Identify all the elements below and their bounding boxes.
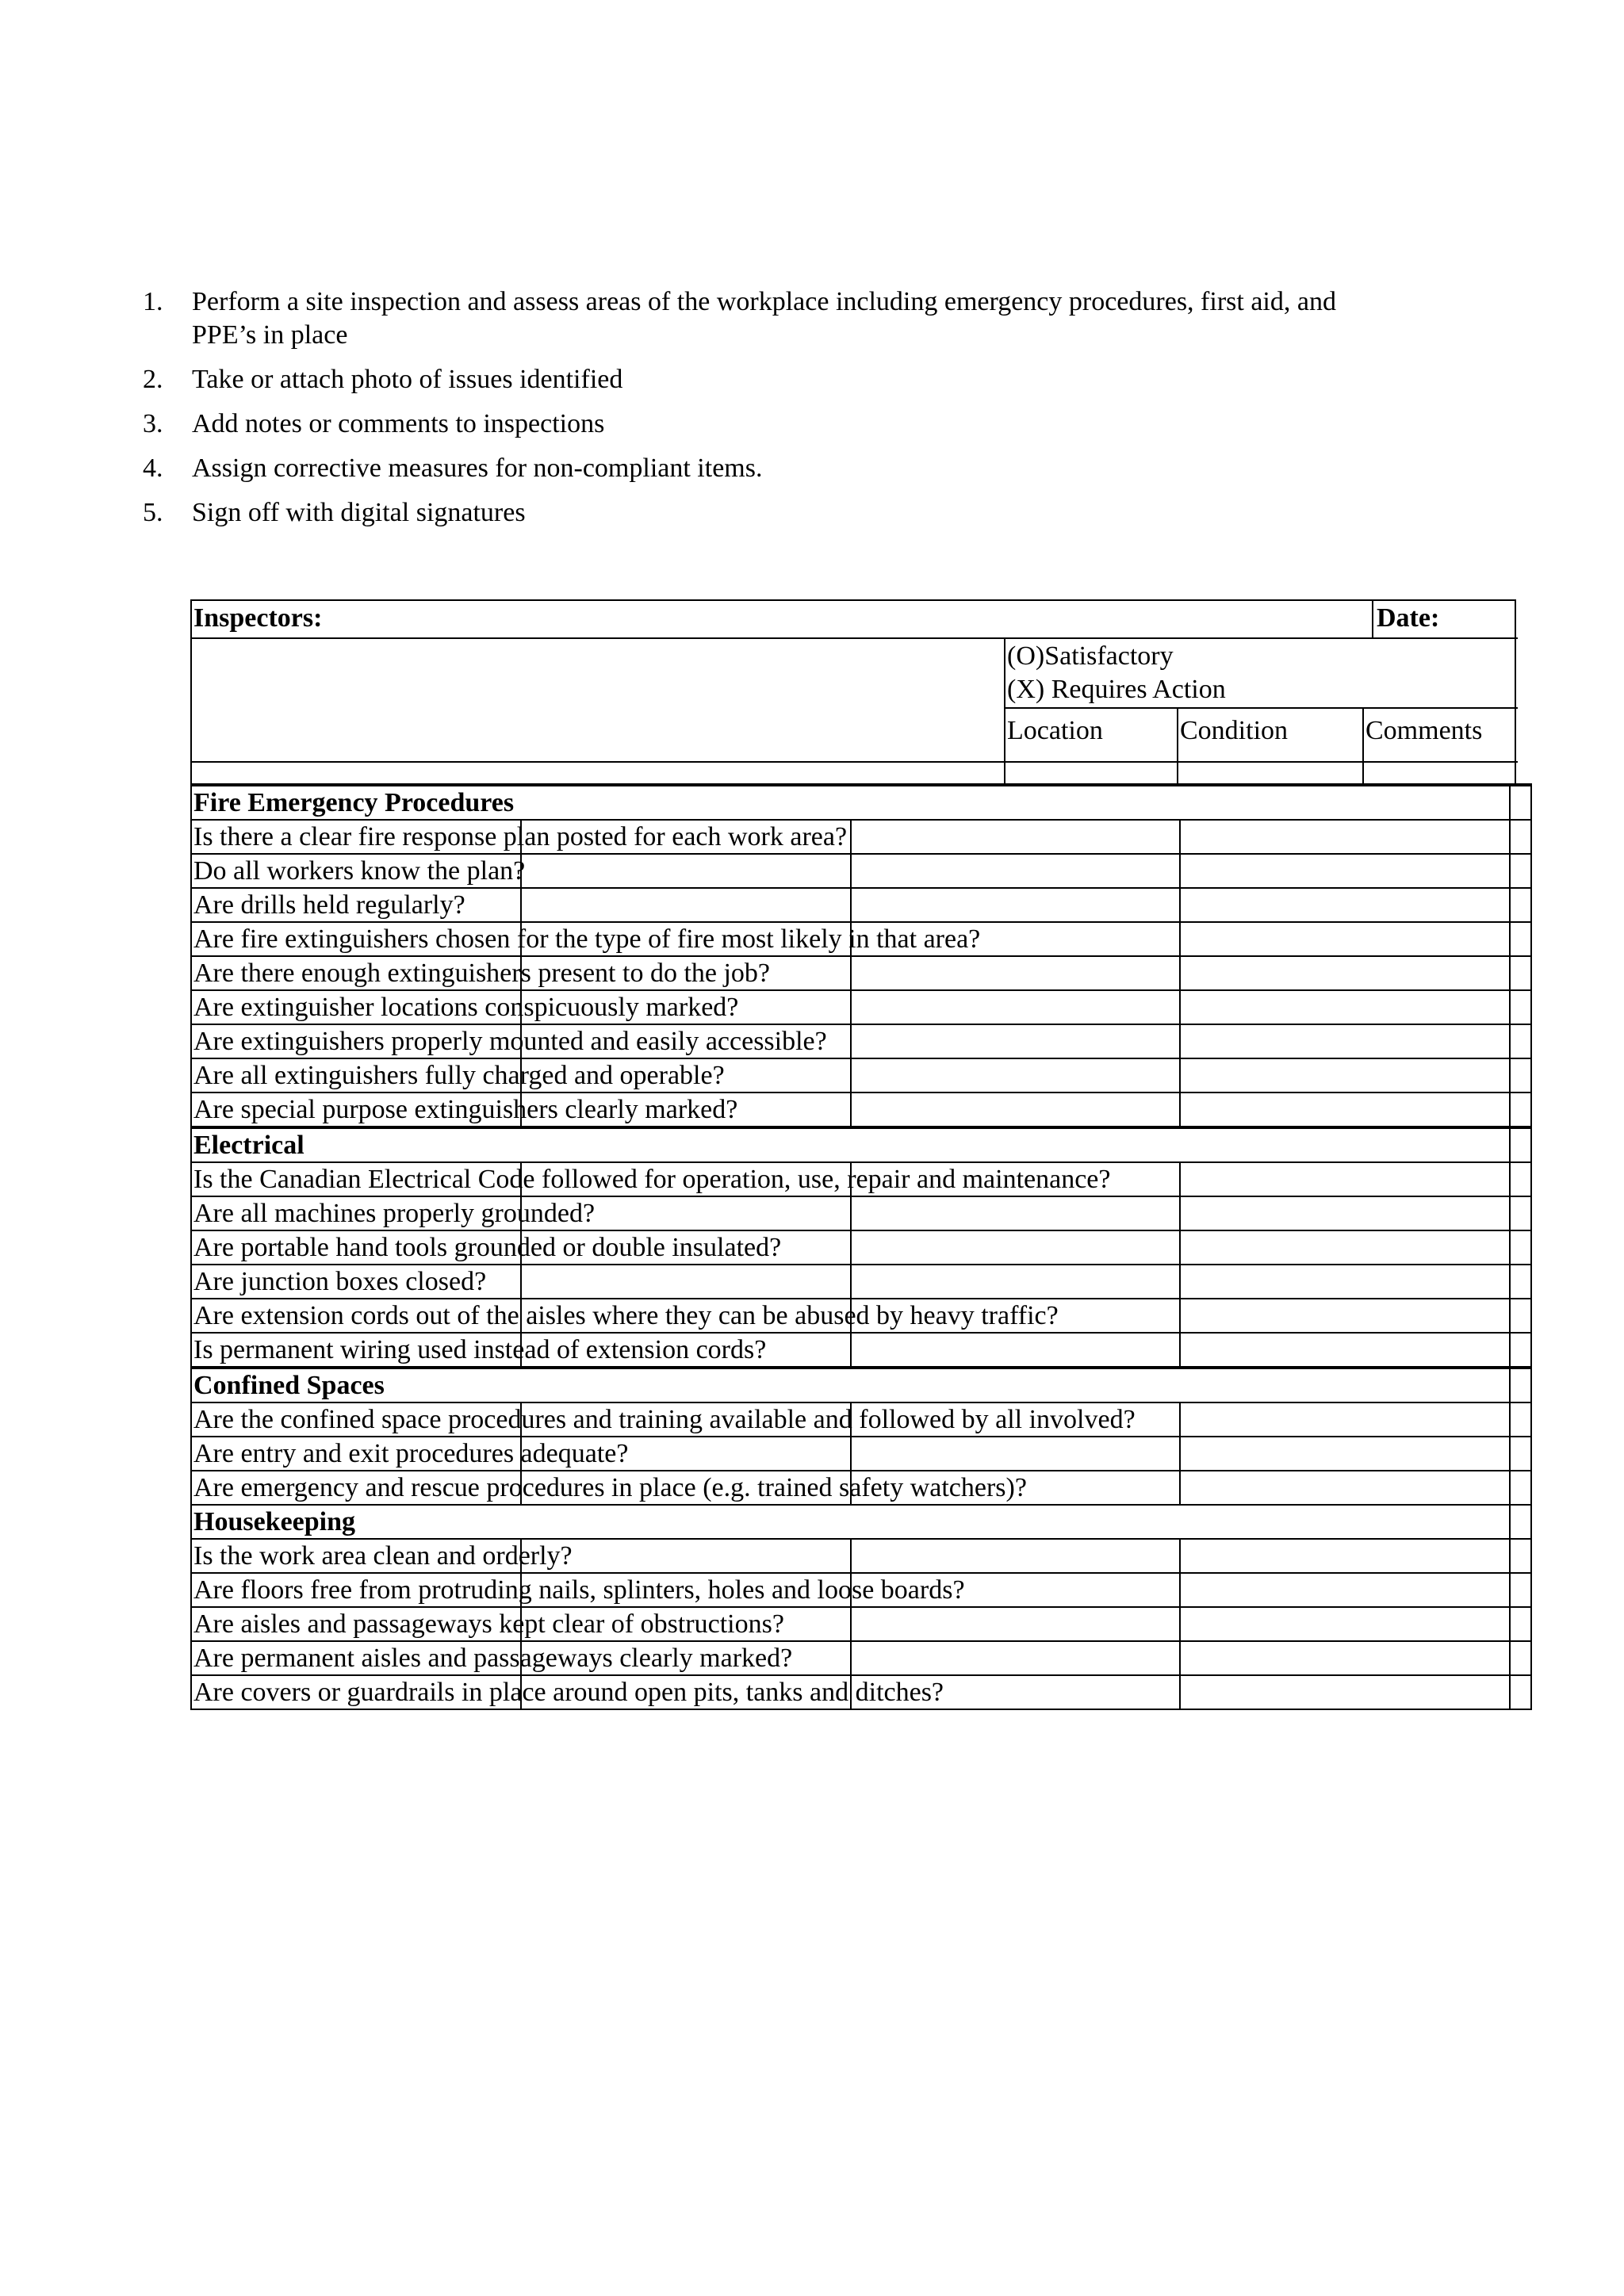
checklist-row [191, 1402, 1531, 1437]
instruction-number: 3. [143, 409, 163, 438]
empty-cell [1510, 1162, 1531, 1196]
comments-cell[interactable] [1180, 1437, 1510, 1471]
comments-cell[interactable] [1180, 1333, 1510, 1368]
condition-cell[interactable] [851, 1333, 1181, 1368]
comments-cell[interactable] [1180, 1299, 1510, 1333]
checklist-question: Is there a clear fire response plan posted for each work area? [191, 820, 521, 854]
instruction-number: 5. [143, 498, 163, 527]
instruction-text: Assign corrective measures for non-compliant items. [192, 453, 763, 483]
instruction-item [133, 363, 1481, 396]
column-header-condition: Condition [1180, 716, 1289, 745]
empty-cell [1510, 1093, 1531, 1127]
comments-cell[interactable] [1180, 1093, 1510, 1127]
condition-cell[interactable] [851, 1093, 1181, 1127]
comments-cell[interactable] [1180, 1675, 1510, 1709]
empty-cell [1510, 1437, 1531, 1471]
instruction-item [133, 285, 1481, 352]
condition-cell[interactable] [851, 1230, 1181, 1265]
checklist-question: Are extinguishers properly mounted and easily accessible? [191, 1024, 521, 1058]
instruction-text: Perform a site inspection and assess areas of the workplace including emergency procedures, first aid, and [192, 287, 1336, 316]
checklist-question: Are all extinguishers fully charged and operable? [191, 1058, 521, 1093]
checklist-row [191, 1265, 1531, 1299]
section-title: Confined Spaces [191, 1368, 1510, 1402]
empty-cell [1510, 820, 1531, 854]
column-header-comments: Comments [1365, 716, 1483, 745]
condition-cell[interactable] [851, 1539, 1181, 1573]
checklist-row [191, 854, 1531, 888]
comments-cell[interactable] [1180, 1641, 1510, 1675]
comments-cell[interactable] [1180, 1607, 1510, 1641]
comments-cell[interactable] [1180, 1196, 1510, 1230]
column-header-location: Location [1007, 716, 1103, 745]
checklist-question: Are all machines properly grounded? [191, 1196, 521, 1230]
checklist-row [191, 1641, 1531, 1675]
empty-cell [1510, 854, 1531, 888]
instruction-number: 4. [143, 453, 163, 483]
empty-cell [1510, 1471, 1531, 1505]
empty-cell [1510, 1607, 1531, 1641]
date-label: Date: [1377, 603, 1440, 633]
divider [192, 637, 1518, 639]
checklist-row [191, 1162, 1531, 1196]
checklist-row [191, 1607, 1531, 1641]
checklist-table [190, 783, 1532, 1710]
empty-cell [1510, 1402, 1531, 1437]
checklist-question: Are the confined space procedures and training available and followed by all involved? [191, 1402, 521, 1437]
checklist-row [191, 1471, 1531, 1505]
divider [192, 761, 1518, 763]
empty-cell [1510, 1675, 1531, 1709]
checklist-question: Are special purpose extinguishers clearly marked? [191, 1093, 521, 1127]
checklist-row [191, 1299, 1531, 1333]
empty-cell [1510, 1299, 1531, 1333]
empty-cell [1510, 1127, 1531, 1162]
divider [1004, 707, 1518, 709]
comments-cell[interactable] [1180, 956, 1510, 990]
empty-cell [1510, 1265, 1531, 1299]
condition-cell[interactable] [851, 820, 1181, 854]
comments-cell[interactable] [1180, 1573, 1510, 1607]
empty-cell [1510, 888, 1531, 922]
checklist-row [191, 1675, 1531, 1709]
checklist-question: Are permanent aisles and passageways clearly marked? [191, 1641, 521, 1675]
inspectors-label: Inspectors: [193, 603, 323, 633]
comments-cell[interactable] [1180, 820, 1510, 854]
empty-cell [1510, 956, 1531, 990]
section-title: Electrical [191, 1127, 1510, 1162]
comments-cell[interactable] [1180, 990, 1510, 1024]
condition-cell[interactable] [851, 1265, 1181, 1299]
location-cell[interactable] [521, 854, 851, 888]
condition-cell[interactable] [851, 1641, 1181, 1675]
checklist-row [191, 820, 1531, 854]
comments-cell[interactable] [1180, 1402, 1510, 1437]
condition-cell[interactable] [851, 888, 1181, 922]
instruction-item [133, 496, 1481, 530]
checklist-question: Are extension cords out of the aisles where they can be abused by heavy traffic? [191, 1299, 521, 1333]
comments-cell[interactable] [1180, 922, 1510, 956]
section-header-row [191, 1368, 1531, 1402]
checklist-question: Do all workers know the plan? [191, 854, 521, 888]
empty-cell [1510, 922, 1531, 956]
checklist-question: Are entry and exit procedures adequate? [191, 1437, 521, 1471]
divider [1004, 637, 1005, 785]
empty-cell [1510, 990, 1531, 1024]
comments-cell[interactable] [1180, 1024, 1510, 1058]
checklist-question: Is the work area clean and orderly? [191, 1539, 521, 1573]
checklist-question: Are there enough extinguishers present to do the job? [191, 956, 521, 990]
empty-cell [1510, 1333, 1531, 1368]
empty-cell [1510, 1230, 1531, 1265]
checklist-row [191, 1058, 1531, 1093]
instruction-text-continued: PPE’s in place [192, 320, 348, 350]
comments-cell[interactable] [1180, 1471, 1510, 1505]
checklist-row [191, 888, 1531, 922]
condition-cell[interactable] [851, 1607, 1181, 1641]
instruction-text: Take or attach photo of issues identified [192, 365, 623, 394]
section-header-row [191, 1127, 1531, 1162]
condition-cell[interactable] [851, 1196, 1181, 1230]
location-cell[interactable] [521, 888, 851, 922]
legend-satisfactory: (O)Satisfactory [1007, 641, 1174, 671]
condition-cell[interactable] [851, 1058, 1181, 1093]
condition-cell[interactable] [851, 1024, 1181, 1058]
empty-cell [1510, 1196, 1531, 1230]
divider [1177, 707, 1178, 785]
comments-cell[interactable] [1180, 1230, 1510, 1265]
checklist-row [191, 1437, 1531, 1471]
comments-cell[interactable] [1180, 854, 1510, 888]
checklist-question: Is the Canadian Electrical Code followed for operation, use, repair and maintenance? [191, 1162, 521, 1196]
empty-cell [1510, 1368, 1531, 1402]
section-title: Fire Emergency Procedures [191, 785, 1510, 820]
checklist-row [191, 1093, 1531, 1127]
checklist-row [191, 956, 1531, 990]
instruction-item [133, 408, 1481, 441]
checklist-question: Are drills held regularly? [191, 888, 521, 922]
checklist-question: Are fire extinguishers chosen for the type of fire most likely in that area? [191, 922, 521, 956]
empty-cell [1510, 1641, 1531, 1675]
empty-cell [1510, 1058, 1531, 1093]
checklist-row [191, 1333, 1531, 1368]
instruction-text: Sign off with digital signatures [192, 498, 526, 527]
comments-cell[interactable] [1180, 888, 1510, 922]
checklist-row [191, 922, 1531, 956]
section-header-row [191, 1505, 1531, 1539]
divider [1362, 707, 1364, 785]
checklist-question: Is permanent wiring used instead of extension cords? [191, 1333, 521, 1368]
empty-cell [1510, 1539, 1531, 1573]
comments-cell[interactable] [1180, 1162, 1510, 1196]
checklist-row [191, 1230, 1531, 1265]
empty-cell [1510, 1573, 1531, 1607]
instruction-item [133, 452, 1481, 485]
condition-cell[interactable] [851, 956, 1181, 990]
checklist-question: Are portable hand tools grounded or double insulated? [191, 1230, 521, 1265]
checklist-question: Are floors free from protruding nails, splinters, holes and loose boards? [191, 1573, 521, 1607]
checklist-question: Are emergency and rescue procedures in place (e.g. trained safety watchers)? [191, 1471, 521, 1505]
instruction-number: 1. [143, 287, 163, 316]
section-title: Housekeeping [191, 1505, 1510, 1539]
checklist-question: Are aisles and passageways kept clear of obstructions? [191, 1607, 521, 1641]
location-cell[interactable] [521, 1265, 851, 1299]
checklist-question: Are extinguisher locations conspicuously marked? [191, 990, 521, 1024]
instruction-number: 2. [143, 365, 163, 394]
condition-cell[interactable] [851, 854, 1181, 888]
instruction-list [133, 285, 1481, 541]
legend-requires-action: (X) Requires Action [1007, 675, 1226, 704]
empty-cell [1510, 1505, 1531, 1539]
section-header-row [191, 785, 1531, 820]
divider [1372, 601, 1373, 637]
checklist [190, 783, 1532, 1710]
checklist-question: Are covers or guardrails in place around open pits, tanks and ditches? [191, 1675, 521, 1709]
comments-cell[interactable] [1180, 1058, 1510, 1093]
instruction-text: Add notes or comments to inspections [192, 409, 605, 438]
condition-cell[interactable] [851, 990, 1181, 1024]
checklist-row [191, 1024, 1531, 1058]
checklist-row [191, 1539, 1531, 1573]
checklist-row [191, 1196, 1531, 1230]
checklist-question: Are junction boxes closed? [191, 1265, 521, 1299]
comments-cell[interactable] [1180, 1539, 1510, 1573]
checklist-row [191, 990, 1531, 1024]
comments-cell[interactable] [1180, 1265, 1510, 1299]
inspection-header [190, 599, 1516, 783]
condition-cell[interactable] [851, 1437, 1181, 1471]
empty-cell [1510, 1024, 1531, 1058]
checklist-row [191, 1573, 1531, 1607]
empty-cell [1510, 785, 1531, 820]
